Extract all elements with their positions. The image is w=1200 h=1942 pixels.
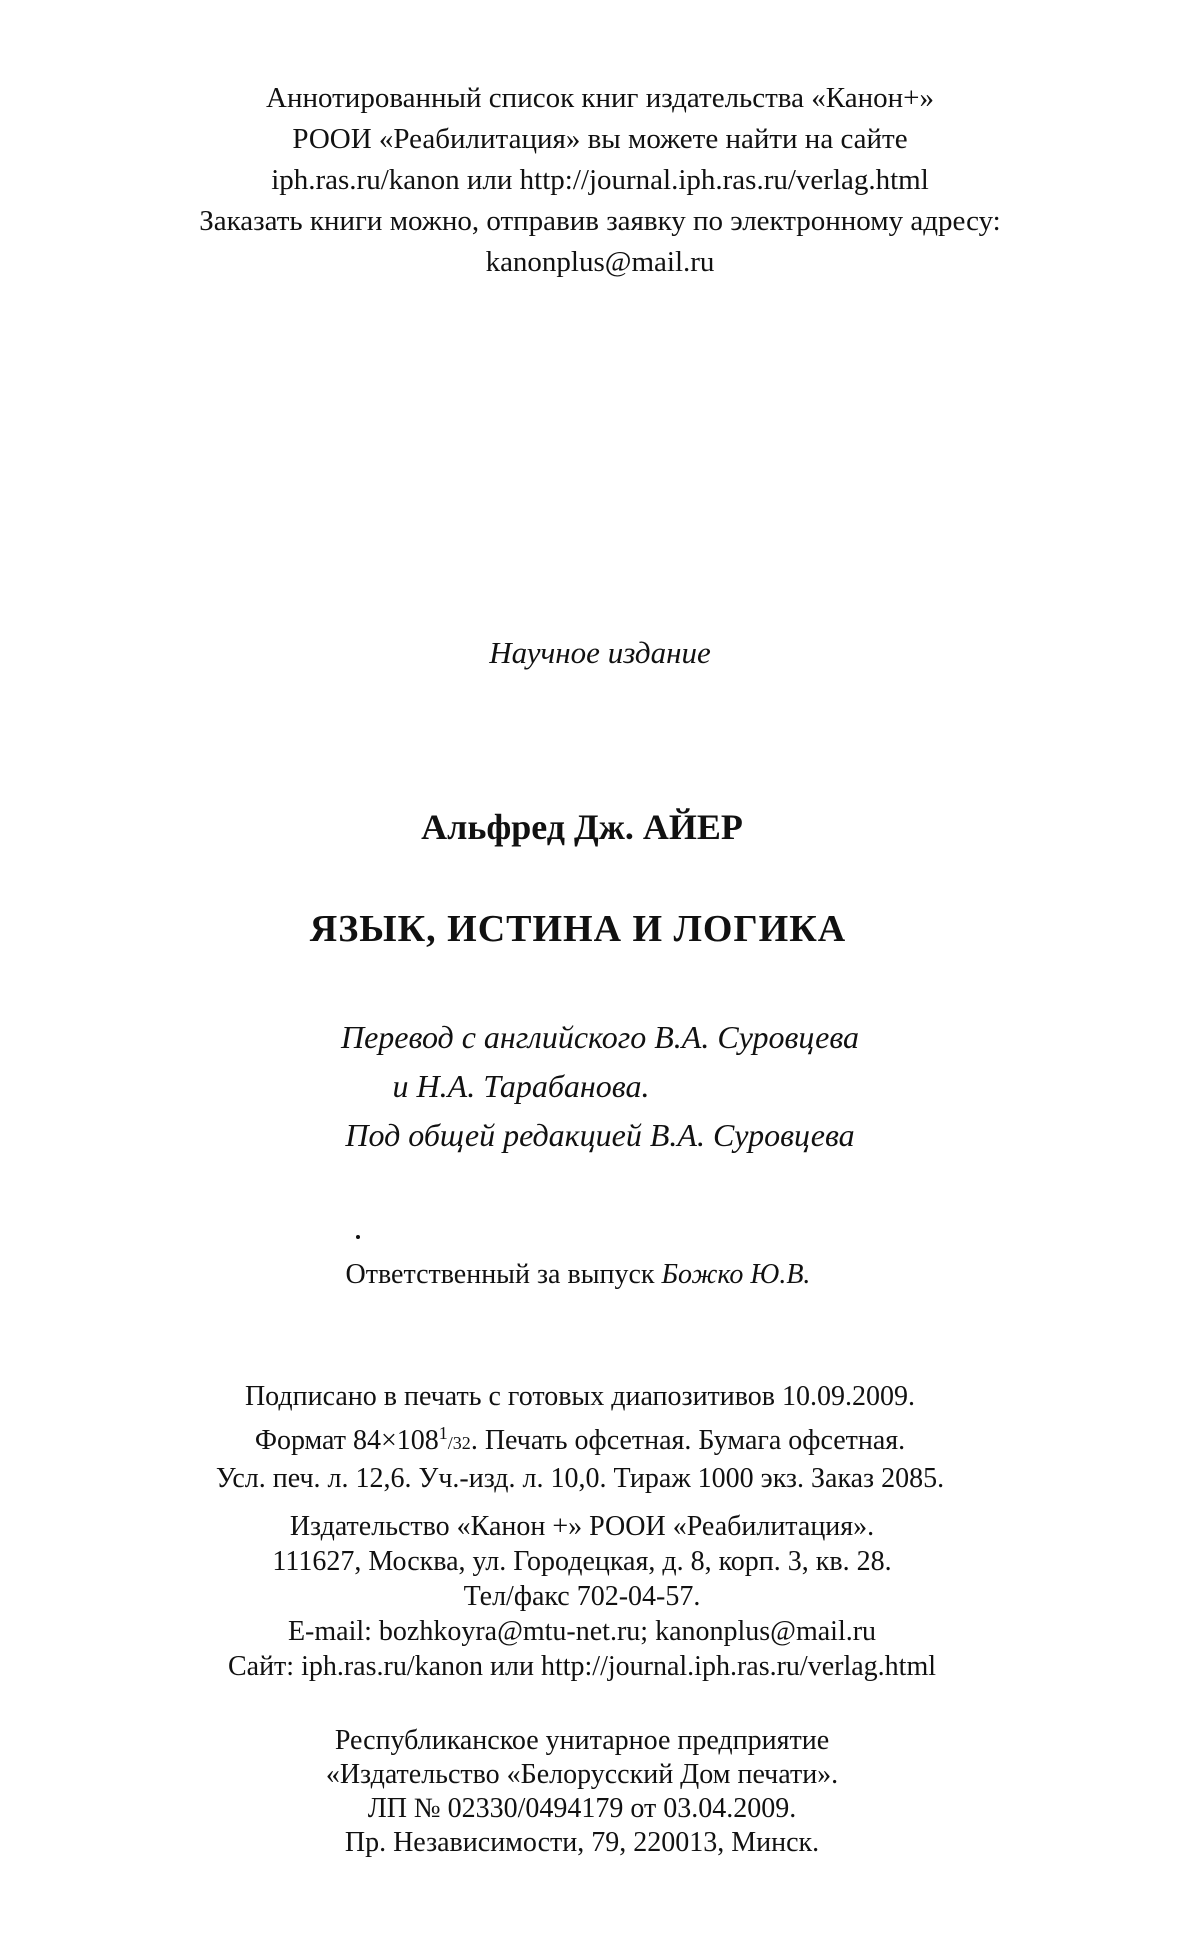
book-title: ЯЗЫК, ИСТИНА И ЛОГИКА bbox=[309, 908, 847, 950]
announcement-line-3: iph.ras.ru/kanon или http://journal.iph.ras.ru/verlag.html bbox=[271, 164, 929, 196]
publisher-line-5: Сайт: iph.ras.ru/kanon или http://journal.iph.ras.ru/verlag.html bbox=[227, 1651, 937, 1682]
announcement-line-4: Заказать книги можно, отправив заявку по электронному адресу: bbox=[199, 205, 1001, 237]
translation-line-1: Перевод с английского В.А. Суровцева bbox=[340, 1019, 860, 1055]
printer-block bbox=[0, 1724, 1182, 1860]
author-name: Альфред Дж. АЙЕР bbox=[421, 807, 743, 847]
responsible-label: Ответственный за выпуск bbox=[345, 1259, 655, 1290]
format-suffix: . Печать офсетная. Бумага офсетная. bbox=[470, 1425, 906, 1456]
announcement-line-1: Аннотированный список книг издательства «Канон+» bbox=[266, 82, 934, 114]
print-info-line-2 bbox=[0, 1415, 1180, 1461]
responsible-editor bbox=[0, 1256, 1178, 1294]
publisher-line-1: Издательство «Канон +» РООИ «Реабилитация». bbox=[289, 1511, 875, 1542]
printer-line-4: Пр. Независимости, 79, 220013, Минск. bbox=[344, 1827, 820, 1858]
print-info-line-3: Усл. печ. л. 12,6. Уч.-изд. л. 10,0. Тираж 1000 экз. Заказ 2085. bbox=[215, 1463, 945, 1494]
publisher-line-4: E-mail: bozhkoyra@mtu-net.ru; kanonplus@mail.ru bbox=[287, 1616, 877, 1647]
publisher-line-2: 111627, Москва, ул. Городецкая, д. 8, корп. 3, кв. 28. bbox=[272, 1546, 892, 1577]
announcement-block bbox=[0, 78, 1200, 283]
printer-line-1: Республиканское унитарное предприятие bbox=[334, 1725, 830, 1756]
publisher-line-3: Тел/факс 702-04-57. bbox=[463, 1581, 701, 1612]
format-fraction-denominator: /32 bbox=[447, 1433, 471, 1453]
announcement-line-5: kanonplus@mail.ru bbox=[485, 246, 715, 278]
translation-line-2: и Н.А. Тарабанова. bbox=[392, 1068, 650, 1104]
printer-line-2: «Издательство «Белорусский Дом печати». bbox=[325, 1759, 839, 1790]
print-info-line-1: Подписано в печать с готовых диапозитивов 10.09.2009. bbox=[244, 1381, 916, 1412]
format-fraction-numerator: 1 bbox=[438, 1423, 448, 1443]
announcement-line-2: РООИ «Реабилитация» вы можете найти на сайте bbox=[292, 123, 908, 155]
edition-type: Научное издание bbox=[489, 635, 711, 670]
translation-line-3: Под общей редакцией В.А. Суровцева bbox=[345, 1117, 855, 1153]
publisher-block bbox=[0, 1509, 1182, 1684]
printer-line-3: ЛП № 02330/0494179 от 03.04.2009. bbox=[367, 1793, 797, 1824]
print-info-block bbox=[0, 1379, 1180, 1497]
translation-credits bbox=[0, 1013, 1200, 1160]
stray-dot bbox=[356, 1235, 360, 1239]
responsible-name: Божко Ю.В. bbox=[661, 1259, 811, 1290]
format-prefix: Формат 84×108 bbox=[254, 1425, 439, 1456]
